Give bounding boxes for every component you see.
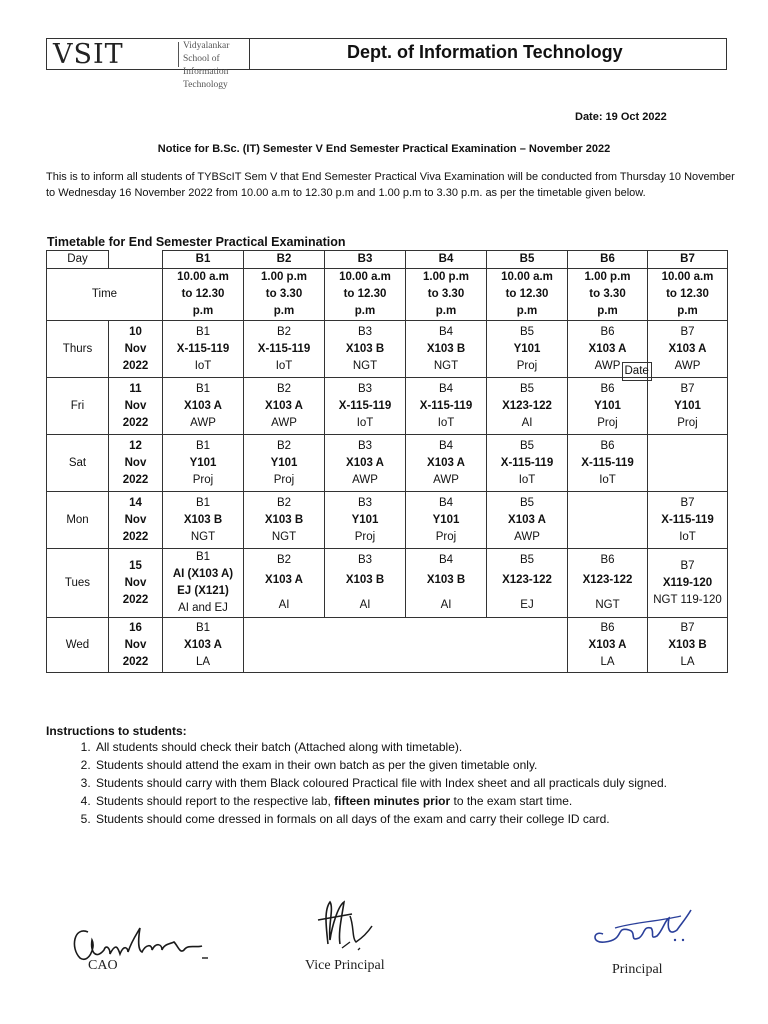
batch-slot bbox=[648, 435, 728, 492]
batch-slot: B1 X103 A AWP bbox=[163, 378, 244, 435]
logo-divider bbox=[178, 42, 179, 67]
header-date: Date bbox=[622, 362, 652, 381]
time-slot: 10.00 a.m to 12.30 p.m bbox=[648, 269, 728, 321]
vice-principal-signature bbox=[308, 896, 388, 956]
header-batch: B5 bbox=[487, 251, 568, 269]
batch-slot: B7 X103 A AWP bbox=[648, 321, 728, 378]
date-cell: 11 Nov 2022 bbox=[109, 378, 163, 435]
batch-slot: B2 X103 A AI bbox=[244, 549, 325, 618]
day-cell: Fri bbox=[47, 378, 109, 435]
institute-logo bbox=[47, 39, 250, 90]
header-batch: B2 bbox=[244, 251, 325, 269]
vice-principal-label: Vice Principal bbox=[305, 958, 385, 973]
batch-slot: B4 X103 B NGT bbox=[406, 321, 487, 378]
timetable-row bbox=[47, 378, 728, 435]
batch-slot: B5 X103 A AWP bbox=[487, 492, 568, 549]
batch-slot: B4 X103 B AI bbox=[406, 549, 487, 618]
notice-title: Notice for B.Sc. (IT) Semester V End Semester Practical Examination – November 2022 bbox=[157, 143, 611, 155]
batch-slot: B2 X-115-119 IoT bbox=[244, 321, 325, 378]
instruction-item: 3. Students should carry with them Black coloured Practical file with Index sheet and all practicals duly signed. bbox=[94, 774, 746, 792]
batch-slot: B3 X103 B AI bbox=[325, 549, 406, 618]
date-cell: 10 Nov 2022 bbox=[109, 321, 163, 378]
batch-slot: B4 X-115-119 IoT bbox=[406, 378, 487, 435]
school-name bbox=[183, 40, 249, 92]
school-name-line1: Vidyalankar School of bbox=[183, 41, 230, 64]
batch-slot: B6 X123-122 NGT bbox=[568, 549, 648, 618]
batch-slot: B6 X103 A AWP bbox=[568, 321, 648, 378]
batch-slot: B5 X-115-119 IoT bbox=[487, 435, 568, 492]
logo-text: VSIT bbox=[53, 39, 124, 70]
batch-slot: B1 X-115-119 IoT bbox=[163, 321, 244, 378]
batch-slot: B3 X-115-119 IoT bbox=[325, 378, 406, 435]
time-slot: 10.00 a.m to 12.30 p.m bbox=[325, 269, 406, 321]
time-slot: 10.00 a.m to 12.30 p.m bbox=[487, 269, 568, 321]
batch-slot bbox=[568, 492, 648, 549]
batch-slot: B5 X123-122 AI bbox=[487, 378, 568, 435]
time-slot: 10.00 a.m to 12.30 p.m bbox=[163, 269, 244, 321]
time-slot: 1.00 p.m to 3.30 p.m bbox=[406, 269, 487, 321]
batch-slot: B6 X-115-119 IoT bbox=[568, 435, 648, 492]
header-batch: B6 bbox=[568, 251, 648, 269]
cao-label: CAO bbox=[88, 958, 118, 973]
batch-slot: B1 Y101 Proj bbox=[163, 435, 244, 492]
instruction-item: 1. All students should check their batch (Attached along with timetable). bbox=[94, 738, 746, 756]
batch-slot: B2 Y101 Proj bbox=[244, 435, 325, 492]
batch-slot: B7 Y101 Proj bbox=[648, 378, 728, 435]
intro-paragraph: This is to inform all students of TYBScIT Sem V that End Semester Practical Viva Examination will be conducted from Thursday 10 November to Wednesday 16 November 2022 from 10.00 a.m to 12.30 p.m and 1.00 p.m to 3.30 p.m. as per the timetable given below. bbox=[46, 171, 735, 199]
day-cell: Sat bbox=[47, 435, 109, 492]
time-row bbox=[47, 269, 728, 321]
department-title: Dept. of Information Technology bbox=[347, 42, 623, 62]
batch-slot: B1 X103 B NGT bbox=[163, 492, 244, 549]
instructions-list bbox=[46, 738, 746, 828]
day-cell: Tues bbox=[47, 549, 109, 618]
batch-slot: B3 Y101 Proj bbox=[325, 492, 406, 549]
timetable-row bbox=[47, 549, 728, 618]
header-day: Day bbox=[47, 251, 109, 269]
letterhead bbox=[46, 38, 727, 90]
date-cell: 12 Nov 2022 bbox=[109, 435, 163, 492]
date-cell: 15 Nov 2022 bbox=[109, 549, 163, 618]
timetable-row bbox=[47, 618, 728, 673]
batch-slot: B1 X103 A LA bbox=[163, 618, 244, 673]
timetable bbox=[46, 250, 728, 673]
principal-signature bbox=[585, 896, 705, 956]
notice-date: Date: 19 Oct 2022 bbox=[575, 111, 667, 123]
day-cell: Wed bbox=[47, 618, 109, 673]
date-cell: 14 Nov 2022 bbox=[109, 492, 163, 549]
instruction-item: 2. Students should attend the exam in their own batch as per the given timetable only. bbox=[94, 756, 746, 774]
empty-slot bbox=[244, 618, 568, 673]
time-slot: 1.00 p.m to 3.30 p.m bbox=[244, 269, 325, 321]
time-slot: 1.00 p.m to 3.30 p.m bbox=[568, 269, 648, 321]
header-batch: B4 bbox=[406, 251, 487, 269]
batch-slot: B2 X103 B NGT bbox=[244, 492, 325, 549]
date-cell: 16 Nov 2022 bbox=[109, 618, 163, 673]
header-batch: B3 bbox=[325, 251, 406, 269]
batch-slot: B6 Y101 Proj bbox=[568, 378, 648, 435]
header-batch: B7 bbox=[648, 251, 728, 269]
batch-slot: B7 X119-120 NGT 119-120 bbox=[648, 549, 728, 618]
batch-slot: B4 Y101 Proj bbox=[406, 492, 487, 549]
batch-slot: B2 X103 A AWP bbox=[244, 378, 325, 435]
principal-label: Principal bbox=[612, 962, 663, 977]
day-cell: Mon bbox=[47, 492, 109, 549]
instruction-item: 4. Students should report to the respective lab, fifteen minutes prior to the exam start time. bbox=[94, 792, 746, 810]
instruction-item: 5. Students should come dressed in formals on all days of the exam and carry their college ID card. bbox=[94, 810, 746, 828]
timetable-body bbox=[47, 269, 728, 673]
timetable-row bbox=[47, 492, 728, 549]
day-cell: Thurs bbox=[47, 321, 109, 378]
batch-slot: B3 X103 A AWP bbox=[325, 435, 406, 492]
batch-slot: B7 X-115-119 IoT bbox=[648, 492, 728, 549]
batch-slot: B6 X103 A LA bbox=[568, 618, 648, 673]
header-batch: B1 bbox=[163, 251, 244, 269]
timetable-title: Timetable for End Semester Practical Examination bbox=[47, 235, 346, 249]
batch-slot: B7 X103 B LA bbox=[648, 618, 728, 673]
batch-slot: B4 X103 A AWP bbox=[406, 435, 487, 492]
school-name-line2: Information Technology bbox=[183, 67, 229, 90]
batch-slot: B1 AI (X103 A) EJ (X121) AI and EJ bbox=[163, 549, 244, 618]
batch-slot: B5 Y101 Proj bbox=[487, 321, 568, 378]
batch-slot: B5 X123-122 EJ bbox=[487, 549, 568, 618]
instructions-title: Instructions to students: bbox=[46, 724, 187, 738]
batch-slot: B3 X103 B NGT bbox=[325, 321, 406, 378]
batch-header-row bbox=[47, 251, 728, 269]
time-label: Time bbox=[47, 269, 163, 321]
timetable-row bbox=[47, 435, 728, 492]
